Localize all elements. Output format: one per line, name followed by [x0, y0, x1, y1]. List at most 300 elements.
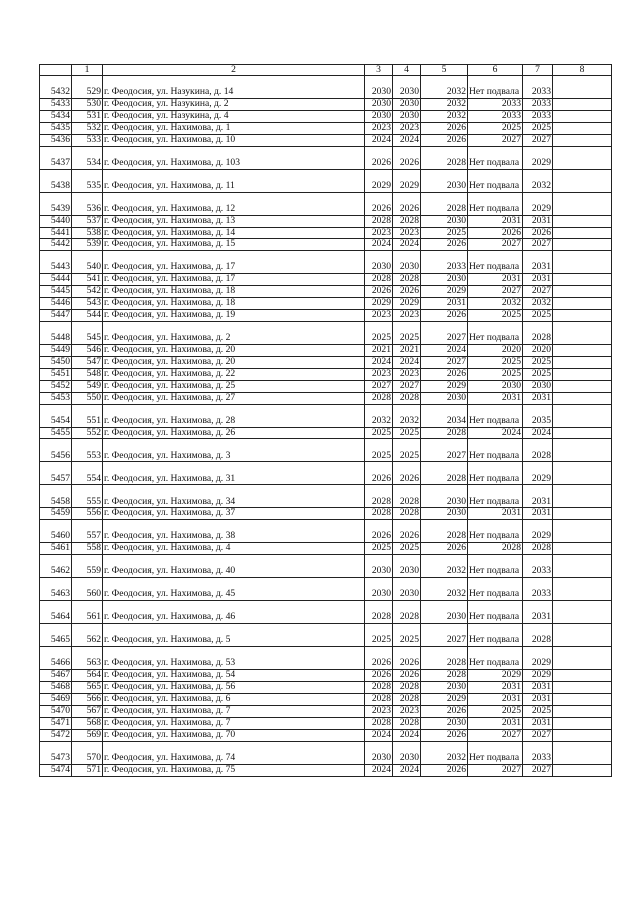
col7-cell: 2027 — [523, 286, 553, 298]
col8-cell — [553, 251, 612, 274]
col5-cell: 2027 — [421, 321, 468, 344]
col7-cell: 2031 — [523, 601, 553, 624]
col6-cell: 2029 — [468, 670, 523, 682]
col7-cell: 2029 — [523, 670, 553, 682]
table-row — [40, 146, 612, 169]
table-row — [40, 427, 612, 439]
col7-cell: 2033 — [523, 110, 553, 122]
col7-cell: 2033 — [523, 76, 553, 99]
col8-cell — [553, 122, 612, 134]
col5-cell: 2032 — [421, 741, 468, 764]
building-id-cell: 568 — [72, 717, 103, 729]
col5-cell: 2030 — [421, 682, 468, 694]
col3-cell: 2030 — [365, 741, 393, 764]
col6-cell: 2025 — [468, 122, 523, 134]
col7-cell: 2033 — [523, 99, 553, 111]
col8-cell — [553, 462, 612, 485]
col7-cell: 2033 — [523, 741, 553, 764]
col8-cell — [553, 215, 612, 227]
col5-cell: 2028 — [421, 462, 468, 485]
building-id-cell: 543 — [72, 298, 103, 310]
address-cell: г. Феодосия, ул. Назукина, д. 2 — [103, 99, 365, 111]
col3-cell: 2026 — [365, 670, 393, 682]
col3-cell: 2026 — [365, 146, 393, 169]
row-number-cell: 5438 — [40, 169, 72, 192]
building-id-cell: 559 — [72, 555, 103, 578]
col4-cell: 2028 — [393, 485, 421, 508]
col8-cell — [553, 321, 612, 344]
col7-cell: 2031 — [523, 485, 553, 508]
col6-cell — [468, 169, 523, 192]
col6-cell: 2027 — [468, 239, 523, 251]
col7-cell: 2025 — [523, 705, 553, 717]
col8-cell — [553, 298, 612, 310]
table-row — [40, 462, 612, 485]
col7-cell: 2029 — [523, 520, 553, 543]
address-cell: г. Феодосия, ул. Нахимова, д. 10 — [103, 134, 365, 146]
building-id-cell: 552 — [72, 427, 103, 439]
building-id-cell: 560 — [72, 578, 103, 601]
no-basement-label: Нет подвала — [469, 530, 520, 542]
col7-cell: 2029 — [523, 462, 553, 485]
col6-cell: 2033 — [468, 110, 523, 122]
col4-cell: 2023 — [393, 227, 421, 239]
col8-cell — [553, 578, 612, 601]
col4-cell: 2028 — [393, 274, 421, 286]
no-basement-label: Нет подвала — [469, 588, 520, 600]
col5-cell: 2030 — [421, 169, 468, 192]
address-cell: г. Феодосия, ул. Нахимова, д. 12 — [103, 192, 365, 215]
col8-cell — [553, 99, 612, 111]
table-row — [40, 717, 612, 729]
col7-cell: 2024 — [523, 427, 553, 439]
row-number-cell: 5434 — [40, 110, 72, 122]
col8-cell — [553, 439, 612, 462]
building-id-cell: 558 — [72, 543, 103, 555]
building-id-cell: 546 — [72, 344, 103, 356]
col3-cell: 2030 — [365, 110, 393, 122]
table-row — [40, 543, 612, 555]
address-cell: г. Феодосия, ул. Нахимова, д. 17 — [103, 251, 365, 274]
col3-cell: 2028 — [365, 274, 393, 286]
col6-cell: 2031 — [468, 508, 523, 520]
table-row — [40, 286, 612, 298]
address-cell: г. Феодосия, ул. Нахимова, д. 15 — [103, 239, 365, 251]
col4-cell: 2025 — [393, 427, 421, 439]
table-row — [40, 670, 612, 682]
building-id-cell: 544 — [72, 310, 103, 322]
col7-cell: 2033 — [523, 578, 553, 601]
col8-cell — [553, 520, 612, 543]
col4-cell: 2029 — [393, 169, 421, 192]
col8-cell — [553, 485, 612, 508]
col3-cell: 2028 — [365, 717, 393, 729]
row-number-cell: 5437 — [40, 146, 72, 169]
header-cell-2: 2 — [103, 65, 365, 76]
col3-cell: 2023 — [365, 227, 393, 239]
col3-cell: 2027 — [365, 380, 393, 392]
col4-cell: 2026 — [393, 192, 421, 215]
building-id-cell: 550 — [72, 392, 103, 404]
table-row — [40, 239, 612, 251]
building-id-cell: 556 — [72, 508, 103, 520]
col7-cell: 2027 — [523, 134, 553, 146]
col7-cell: 2027 — [523, 764, 553, 776]
col3-cell: 2028 — [365, 392, 393, 404]
col4-cell: 2030 — [393, 555, 421, 578]
col7-cell: 2027 — [523, 729, 553, 741]
col4-cell: 2030 — [393, 251, 421, 274]
table-row — [40, 110, 612, 122]
col6-cell — [468, 76, 523, 99]
building-id-cell: 553 — [72, 439, 103, 462]
col4-cell: 2027 — [393, 380, 421, 392]
table-row — [40, 729, 612, 741]
address-cell: г. Феодосия, ул. Назукина, д. 14 — [103, 76, 365, 99]
address-cell: г. Феодосия, ул. Нахимова, д. 26 — [103, 427, 365, 439]
col5-cell: 2032 — [421, 99, 468, 111]
col3-cell: 2029 — [365, 169, 393, 192]
col5-cell: 2024 — [421, 344, 468, 356]
col6-cell: 2025 — [468, 356, 523, 368]
building-id-cell: 545 — [72, 321, 103, 344]
col5-cell: 2027 — [421, 356, 468, 368]
col7-cell: 2026 — [523, 227, 553, 239]
address-cell: г. Феодосия, ул. Нахимова, д. 34 — [103, 485, 365, 508]
no-basement-label: Нет подвала — [469, 202, 520, 214]
col3-cell: 2029 — [365, 298, 393, 310]
building-id-cell: 531 — [72, 110, 103, 122]
no-basement-label: Нет подвала — [469, 634, 520, 646]
col6-cell: 2028 — [468, 543, 523, 555]
row-number-cell: 5468 — [40, 682, 72, 694]
no-basement-label: Нет подвала — [469, 156, 520, 168]
col7-cell: 2025 — [523, 368, 553, 380]
col7-cell: 2028 — [523, 624, 553, 647]
col3-cell: 2028 — [365, 508, 393, 520]
col4-cell: 2028 — [393, 508, 421, 520]
col3-cell: 2028 — [365, 601, 393, 624]
table-row — [40, 192, 612, 215]
table-row — [40, 485, 612, 508]
no-basement-label: Нет подвала — [469, 495, 520, 507]
address-cell: г. Феодосия, ул. Нахимова, д. 45 — [103, 578, 365, 601]
row-number-cell: 5433 — [40, 99, 72, 111]
row-number-cell: 5474 — [40, 764, 72, 776]
no-basement-label: Нет подвала — [469, 86, 520, 98]
address-cell: г. Феодосия, ул. Нахимова, д. 20 — [103, 356, 365, 368]
col6-cell: 2031 — [468, 274, 523, 286]
building-id-cell: 566 — [72, 694, 103, 706]
row-number-cell: 5442 — [40, 239, 72, 251]
col7-cell: 2032 — [523, 169, 553, 192]
table-row — [40, 380, 612, 392]
row-number-cell: 5439 — [40, 192, 72, 215]
col5-cell: 2029 — [421, 694, 468, 706]
col8-cell — [553, 624, 612, 647]
col7-cell: 2025 — [523, 356, 553, 368]
col5-cell: 2030 — [421, 392, 468, 404]
address-cell: г. Феодосия, ул. Нахимова, д. 27 — [103, 392, 365, 404]
col4-cell: 2026 — [393, 520, 421, 543]
table-row — [40, 682, 612, 694]
col4-cell: 2028 — [393, 392, 421, 404]
building-id-cell: 564 — [72, 670, 103, 682]
col5-cell: 2026 — [421, 543, 468, 555]
address-cell: г. Феодосия, ул. Нахимова, д. 53 — [103, 647, 365, 670]
col6-cell — [468, 485, 523, 508]
row-number-cell: 5449 — [40, 344, 72, 356]
col5-cell: 2032 — [421, 578, 468, 601]
row-number-cell: 5457 — [40, 462, 72, 485]
building-id-cell: 533 — [72, 134, 103, 146]
building-id-cell: 542 — [72, 286, 103, 298]
header-cell-row-number — [40, 65, 72, 76]
address-cell: г. Феодосия, ул. Нахимова, д. 3 — [103, 439, 365, 462]
col5-cell: 2031 — [421, 298, 468, 310]
col6-cell: 2027 — [468, 286, 523, 298]
col7-cell: 2031 — [523, 682, 553, 694]
address-cell: г. Феодосия, ул. Нахимова, д. 38 — [103, 520, 365, 543]
col7-cell: 2031 — [523, 274, 553, 286]
header-cell-6: 6 — [468, 65, 523, 76]
col3-cell: 2024 — [365, 356, 393, 368]
col7-cell: 2030 — [523, 380, 553, 392]
building-id-cell: 549 — [72, 380, 103, 392]
row-number-cell: 5460 — [40, 520, 72, 543]
table-row — [40, 508, 612, 520]
building-id-cell: 557 — [72, 520, 103, 543]
address-cell: г. Феодосия, ул. Нахимова, д. 40 — [103, 555, 365, 578]
header-cell-4: 4 — [393, 65, 421, 76]
building-id-cell: 554 — [72, 462, 103, 485]
col8-cell — [553, 705, 612, 717]
col8-cell — [553, 146, 612, 169]
col6-cell: 2031 — [468, 717, 523, 729]
row-number-cell: 5462 — [40, 555, 72, 578]
col4-cell: 2026 — [393, 462, 421, 485]
col3-cell: 2026 — [365, 192, 393, 215]
col4-cell: 2026 — [393, 146, 421, 169]
col8-cell — [553, 764, 612, 776]
col8-cell — [553, 310, 612, 322]
col8-cell — [553, 344, 612, 356]
building-id-cell: 547 — [72, 356, 103, 368]
col8-cell — [553, 555, 612, 578]
table-row — [40, 764, 612, 776]
address-cell: г. Феодосия, ул. Нахимова, д. 46 — [103, 601, 365, 624]
col7-cell: 2028 — [523, 321, 553, 344]
header-cell-7: 7 — [523, 65, 553, 76]
col4-cell: 2024 — [393, 134, 421, 146]
col7-cell: 2029 — [523, 192, 553, 215]
building-id-cell: 569 — [72, 729, 103, 741]
col8-cell — [553, 601, 612, 624]
col4-cell: 2026 — [393, 286, 421, 298]
table-row — [40, 368, 612, 380]
col5-cell: 2026 — [421, 368, 468, 380]
building-id-cell: 562 — [72, 624, 103, 647]
row-number-cell: 5435 — [40, 122, 72, 134]
col3-cell: 2024 — [365, 239, 393, 251]
col6-cell: 2031 — [468, 694, 523, 706]
col3-cell: 2030 — [365, 99, 393, 111]
col4-cell: 2030 — [393, 99, 421, 111]
no-basement-label: Нет подвала — [469, 472, 520, 484]
building-id-cell: 530 — [72, 99, 103, 111]
row-number-cell: 5452 — [40, 380, 72, 392]
col5-cell: 2028 — [421, 427, 468, 439]
col8-cell — [553, 192, 612, 215]
address-cell: г. Феодосия, ул. Нахимова, д. 75 — [103, 764, 365, 776]
col4-cell: 2024 — [393, 729, 421, 741]
col7-cell: 2025 — [523, 310, 553, 322]
col5-cell: 2034 — [421, 404, 468, 427]
table-row — [40, 392, 612, 404]
table-row — [40, 298, 612, 310]
col4-cell: 2028 — [393, 694, 421, 706]
no-basement-label: Нет подвала — [469, 611, 520, 623]
row-number-cell: 5458 — [40, 485, 72, 508]
col3-cell: 2026 — [365, 520, 393, 543]
col5-cell: 2028 — [421, 520, 468, 543]
row-number-cell: 5451 — [40, 368, 72, 380]
col3-cell: 2024 — [365, 729, 393, 741]
col7-cell: 2031 — [523, 392, 553, 404]
table-row — [40, 227, 612, 239]
col8-cell — [553, 404, 612, 427]
row-number-cell: 5456 — [40, 439, 72, 462]
col5-cell: 2026 — [421, 239, 468, 251]
table-body — [40, 76, 612, 777]
col8-cell — [553, 729, 612, 741]
building-id-cell: 529 — [72, 76, 103, 99]
col6-cell: 2030 — [468, 380, 523, 392]
address-cell: г. Феодосия, ул. Нахимова, д. 4 — [103, 543, 365, 555]
table-row — [40, 694, 612, 706]
building-id-cell: 535 — [72, 169, 103, 192]
col8-cell — [553, 670, 612, 682]
col6-cell: 2027 — [468, 764, 523, 776]
col8-cell — [553, 356, 612, 368]
col3-cell: 2025 — [365, 427, 393, 439]
col5-cell: 2030 — [421, 215, 468, 227]
col5-cell: 2030 — [421, 601, 468, 624]
row-number-cell: 5436 — [40, 134, 72, 146]
col4-cell: 2023 — [393, 705, 421, 717]
col3-cell: 2025 — [365, 321, 393, 344]
col8-cell — [553, 508, 612, 520]
row-number-cell: 5465 — [40, 624, 72, 647]
col3-cell: 2025 — [365, 439, 393, 462]
col8-cell — [553, 694, 612, 706]
row-number-cell: 5445 — [40, 286, 72, 298]
col3-cell: 2028 — [365, 682, 393, 694]
row-number-cell: 5470 — [40, 705, 72, 717]
table-row — [40, 321, 612, 344]
table-row — [40, 741, 612, 764]
address-cell: г. Феодосия, ул. Нахимова, д. 18 — [103, 286, 365, 298]
col7-cell: 2028 — [523, 439, 553, 462]
address-cell: г. Феодосия, ул. Нахимова, д. 20 — [103, 344, 365, 356]
table-row — [40, 601, 612, 624]
row-number-cell: 5467 — [40, 670, 72, 682]
no-basement-label: Нет подвала — [469, 332, 520, 344]
col8-cell — [553, 717, 612, 729]
row-number-cell: 5450 — [40, 356, 72, 368]
table-row — [40, 356, 612, 368]
no-basement-label: Нет подвала — [469, 414, 520, 426]
col3-cell: 2026 — [365, 647, 393, 670]
col7-cell: 2025 — [523, 122, 553, 134]
building-id-cell: 548 — [72, 368, 103, 380]
col7-cell: 2031 — [523, 694, 553, 706]
col6-cell — [468, 624, 523, 647]
table-row — [40, 404, 612, 427]
col6-cell — [468, 462, 523, 485]
table-row — [40, 76, 612, 99]
col5-cell: 2026 — [421, 729, 468, 741]
row-number-cell: 5440 — [40, 215, 72, 227]
col8-cell — [553, 169, 612, 192]
col4-cell: 2030 — [393, 578, 421, 601]
col4-cell: 2023 — [393, 310, 421, 322]
col5-cell: 2030 — [421, 508, 468, 520]
col3-cell: 2030 — [365, 76, 393, 99]
col8-cell — [553, 134, 612, 146]
col8-cell — [553, 286, 612, 298]
col7-cell: 2029 — [523, 146, 553, 169]
col5-cell: 2026 — [421, 122, 468, 134]
table-row — [40, 215, 612, 227]
row-number-cell: 5444 — [40, 274, 72, 286]
col4-cell: 2028 — [393, 215, 421, 227]
col6-cell: 2025 — [468, 368, 523, 380]
col4-cell: 2025 — [393, 543, 421, 555]
col6-cell: 2020 — [468, 344, 523, 356]
col6-cell: 2026 — [468, 227, 523, 239]
col8-cell — [553, 543, 612, 555]
col3-cell: 2023 — [365, 705, 393, 717]
row-number-cell: 5446 — [40, 298, 72, 310]
row-number-cell: 5464 — [40, 601, 72, 624]
col7-cell: 2031 — [523, 251, 553, 274]
col6-cell — [468, 601, 523, 624]
building-id-cell: 563 — [72, 647, 103, 670]
building-id-cell: 537 — [72, 215, 103, 227]
col8-cell — [553, 380, 612, 392]
col3-cell: 2028 — [365, 215, 393, 227]
header-cell-1: 1 — [72, 65, 103, 76]
col4-cell: 2021 — [393, 344, 421, 356]
row-number-cell: 5463 — [40, 578, 72, 601]
building-id-cell: 570 — [72, 741, 103, 764]
col3-cell: 2024 — [365, 134, 393, 146]
col7-cell: 2032 — [523, 298, 553, 310]
col3-cell: 2023 — [365, 368, 393, 380]
col3-cell: 2024 — [365, 764, 393, 776]
address-cell: г. Феодосия, ул. Нахимова, д. 7 — [103, 717, 365, 729]
col8-cell — [553, 368, 612, 380]
col5-cell: 2030 — [421, 485, 468, 508]
col6-cell: 2031 — [468, 682, 523, 694]
col8-cell — [553, 227, 612, 239]
col6-cell: 2025 — [468, 310, 523, 322]
no-basement-label: Нет подвала — [469, 449, 520, 461]
col6-cell — [468, 404, 523, 427]
row-number-cell: 5466 — [40, 647, 72, 670]
building-id-cell: 534 — [72, 146, 103, 169]
